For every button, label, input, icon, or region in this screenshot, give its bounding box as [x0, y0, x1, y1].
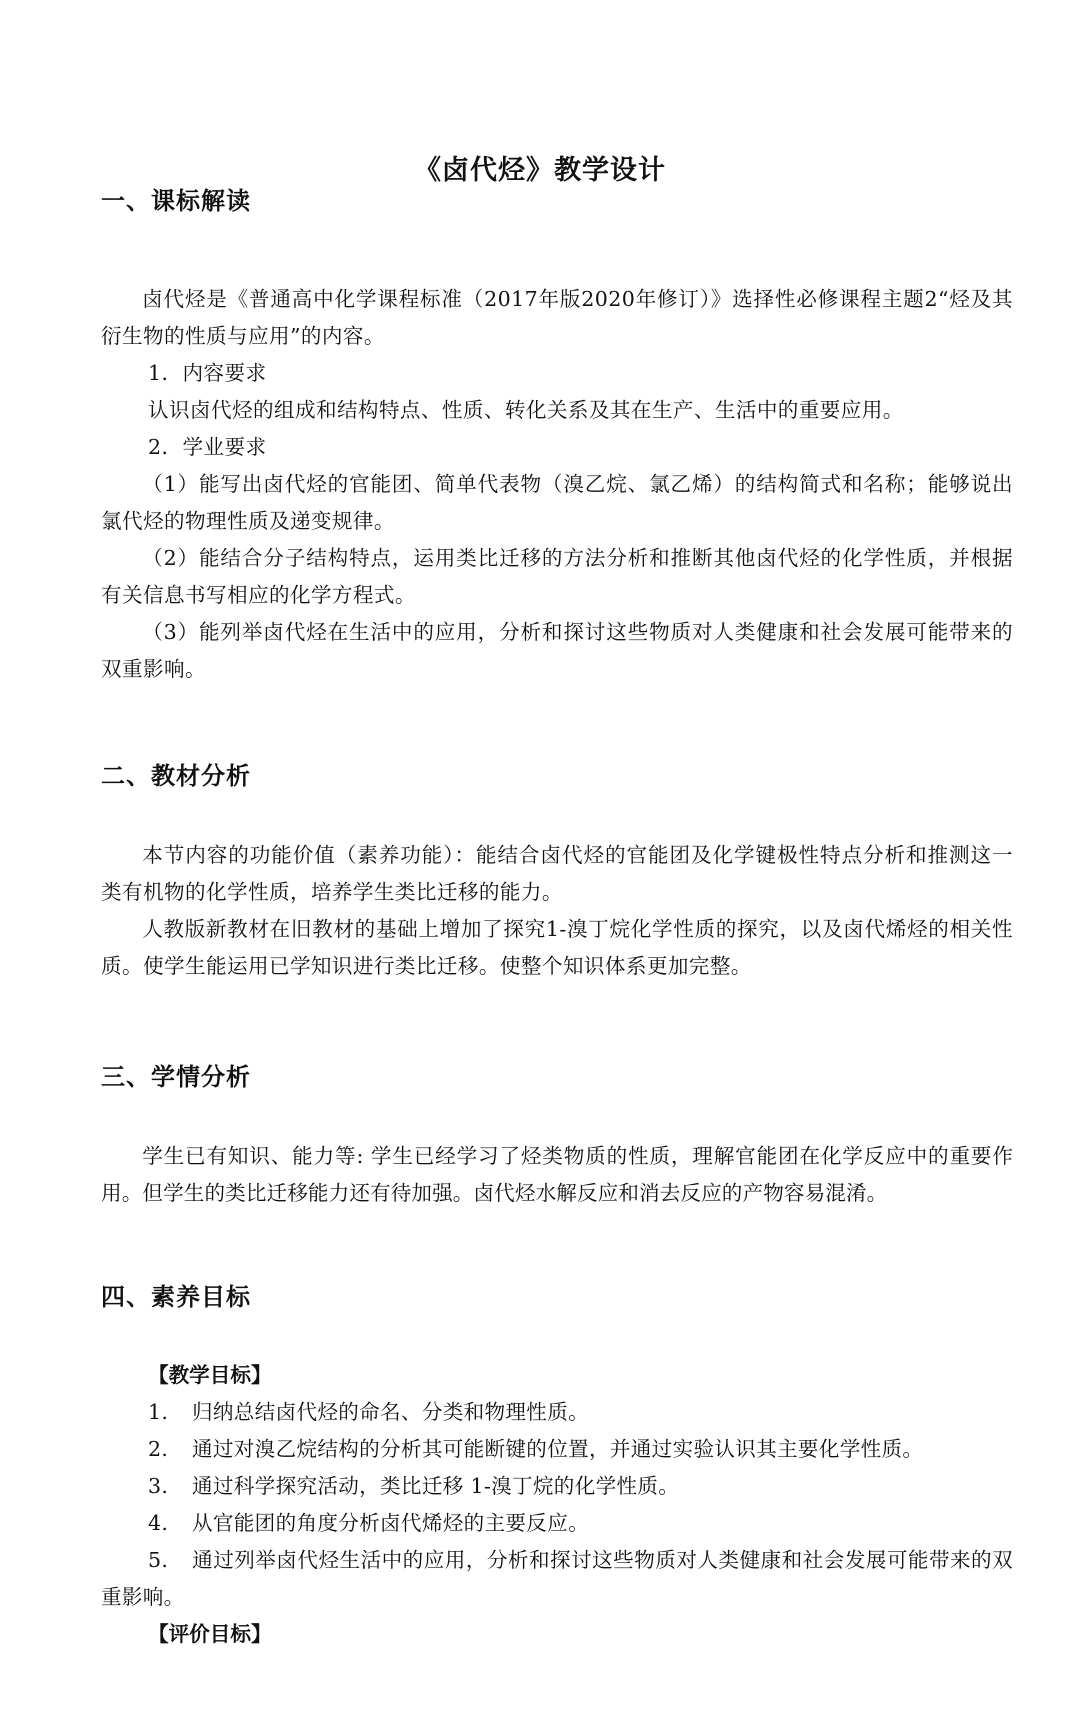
evaluation-goals-label: 【评价目标】 [148, 1622, 272, 1646]
section-heading-textbook: 二、教材分析 [101, 762, 251, 790]
standards-paragraph: 卤代烃是《普通高中化学课程标准（2017年版2020年修订）》选择性必修课程主题2“烃及其衍生物的性质与应用”的内容。 [101, 287, 1013, 348]
teaching-goal-text: 通过对溴乙烷结构的分析其可能断键的位置，并通过实验认识其主要化学性质。 [192, 1437, 924, 1461]
teaching-goal-number: 3. [148, 1474, 169, 1498]
teaching-goal-item [101, 1431, 1013, 1468]
teaching-goal-number: 5. [148, 1548, 169, 1572]
document-title: 《卤代烃》教学设计 [414, 155, 666, 186]
teaching-goal-number: 4. [148, 1511, 169, 1535]
content-requirement-text: 认识卤代烃的组成和结构特点、性质、转化关系及其在生产、生活中的重要应用。 [148, 398, 904, 422]
teaching-goal-number: 1. [148, 1400, 169, 1424]
teaching-goal-text: 通过列举卤代烃生活中的应用，分析和探讨这些物质对人类健康和社会发展可能带来的双重影响。 [101, 1548, 1013, 1609]
teaching-goals-label: 【教学目标】 [148, 1363, 272, 1387]
section-heading-goals: 四、素养目标 [101, 1283, 251, 1311]
teaching-goal-text: 从官能团的角度分析卤代烯烃的主要反应。 [192, 1511, 589, 1535]
teaching-goal-text: 通过科学探究活动，类比迁移 1-溴丁烷的化学性质。 [192, 1474, 680, 1498]
teaching-goal-text: 归纳总结卤代烃的命名、分类和物理性质。 [192, 1400, 589, 1424]
teaching-goal-item [101, 1505, 1013, 1542]
academic-requirement-item-2: （2）能结合分子结构特点，运用类比迁移的方法分析和推断其他卤代烃的化学性质，并根据有关信息书写相应的化学方程式。 [101, 546, 1013, 607]
academic-requirement-item-1: （1）能写出卤代烃的官能团、简单代表物（溴乙烷、氯乙烯）的结构简式和名称；能够说出氯代烃的物理性质及递变规律。 [101, 472, 1013, 533]
textbook-paragraph-1: 本节内容的功能价值（素养功能）：能结合卤代烃的官能团及化学键极性特点分析和推测这一类有机物的化学性质，培养学生类比迁移的能力。 [101, 843, 1013, 904]
textbook-paragraph-2: 人教版新教材在旧教材的基础上增加了探究1-溴丁烷化学性质的探究，以及卤代烯烃的相关性质。使学生能运用已学知识进行类比迁移。使整个知识体系更加完整。 [101, 917, 1013, 978]
section-heading-standards: 一、课标解读 [101, 187, 251, 215]
teaching-goal-item [101, 1542, 1013, 1616]
content-requirement-label: 1．内容要求 [148, 361, 267, 385]
academic-requirement-item-3: （3）能列举卤代烃在生活中的应用，分析和探讨这些物质对人类健康和社会发展可能带来的双重影响。 [101, 620, 1013, 681]
teaching-goal-number: 2. [148, 1437, 169, 1461]
section-heading-learners: 三、学情分析 [101, 1063, 251, 1091]
teaching-goal-item [101, 1468, 1013, 1505]
teaching-goal-item [101, 1394, 1013, 1431]
academic-requirement-label: 2．学业要求 [148, 435, 267, 459]
learners-paragraph: 学生已有知识、能力等: 学生已经学习了烃类物质的性质，理解官能团在化学反应中的重要作用。但学生的类比迁移能力还有待加强。卤代烃水解反应和消去反应的产物容易混淆。 [101, 1144, 1013, 1205]
